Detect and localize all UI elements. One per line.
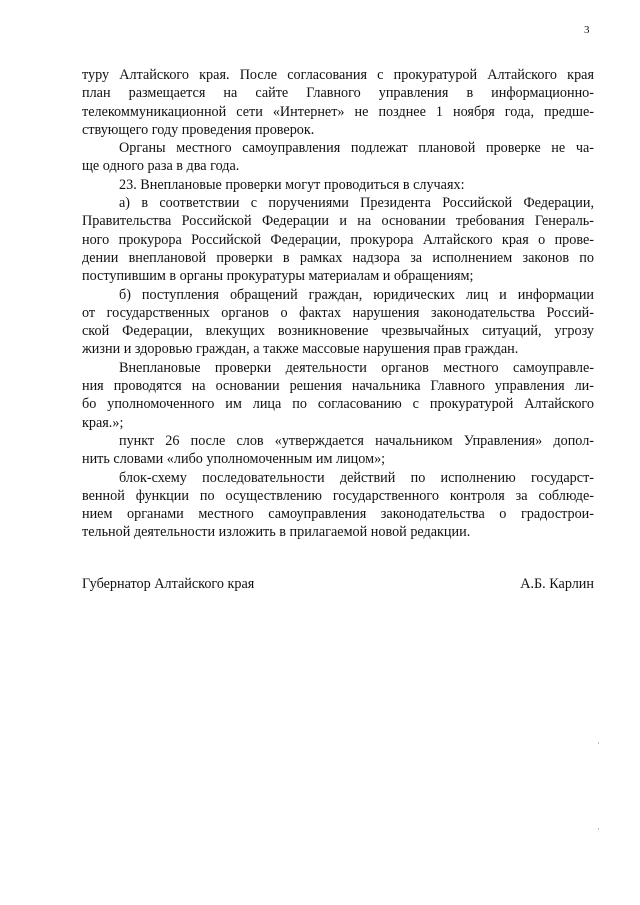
page-number: 3 [584,24,590,36]
paragraph-subitem-b [82,286,594,359]
paragraph-block-scheme [82,469,594,542]
text-line: дении внеплановой проверки в рамках надзора за исполнением законов по [82,249,594,266]
text-line: ской Федерации, влекущих возникновение чрезвычайных ситуаций, угрозу [82,323,594,340]
text-line: от государственных органов о фактах нарушения законодательства Россий- [82,304,594,321]
text-line: Внеплановые проверки деятельности органов местного самоуправле- [119,359,594,376]
document-body [82,66,594,542]
signature-block [82,575,594,593]
text-line: края.»; [82,414,124,431]
text-line: венной функции по осуществлению государственного контроля за соблюде- [82,487,594,504]
text-line: Правительства Российской Федерации и на основании требования Генераль- [82,213,594,230]
paragraph-subitem-a [82,194,594,285]
paragraph-inspection-frequency [82,139,594,176]
text-line: тельной деятельности изложить в прилагаемой новой редакции. [82,524,471,541]
text-line: туру Алтайского края. После согласования с прокуратурой Алтайского края [82,67,594,83]
text-line: 23. Внеплановые проверки могут проводиться в случаях: [119,176,465,193]
text-line: жизни и здоровью граждан, а также массовые нарушения прав граждан. [82,341,519,358]
signatory-name: А.Б. Карлин [520,576,594,592]
paragraph-continuation [82,66,594,139]
text-line: б) поступления обращений граждан, юридических лиц и информации [119,286,594,303]
text-line: пункт 26 после слов «утверждается начальником Управления» допол- [119,432,594,449]
text-line: бо уполномоченного им лица по согласованию с прокуратурой Алтайского [82,396,594,413]
text-line: нить словами «либо уполномоченным им лицом»; [82,451,386,468]
scan-mark [598,742,599,744]
text-line: ния проводятся на основании решения начальника Главного управления ли- [82,378,594,395]
signatory-position: Губернатор Алтайского края [82,576,255,592]
paragraph-item-23 [82,176,594,194]
paragraph-unplanned-inspections [82,359,594,432]
text-line: ствующего году проведения проверок. [82,121,315,138]
text-line: а) в соответствии с поручениями Президента Российской Федерации, [119,195,594,212]
text-line: Органы местного самоуправления подлежат плановой проверке не ча- [119,140,594,157]
text-line: нием органами местного самоуправления законодательства о градострои- [82,506,594,523]
text-line: ного прокурора Российской Федерации, прокурора Алтайского края о прове- [82,231,594,248]
paragraph-point-26 [82,432,594,469]
text-line: блок-схему последовательности действий по исполнению государст- [119,469,594,486]
text-line: ще одного раза в два года. [82,158,240,175]
text-line: план размещается на сайте Главного управления в информационно- [82,85,594,102]
text-line: телекоммуникационной сети «Интернет» не позднее 1 ноября года, предше- [82,103,594,120]
text-line: поступившим в органы прокуратуры материалам и обращениям; [82,268,474,285]
scan-mark [598,828,599,830]
